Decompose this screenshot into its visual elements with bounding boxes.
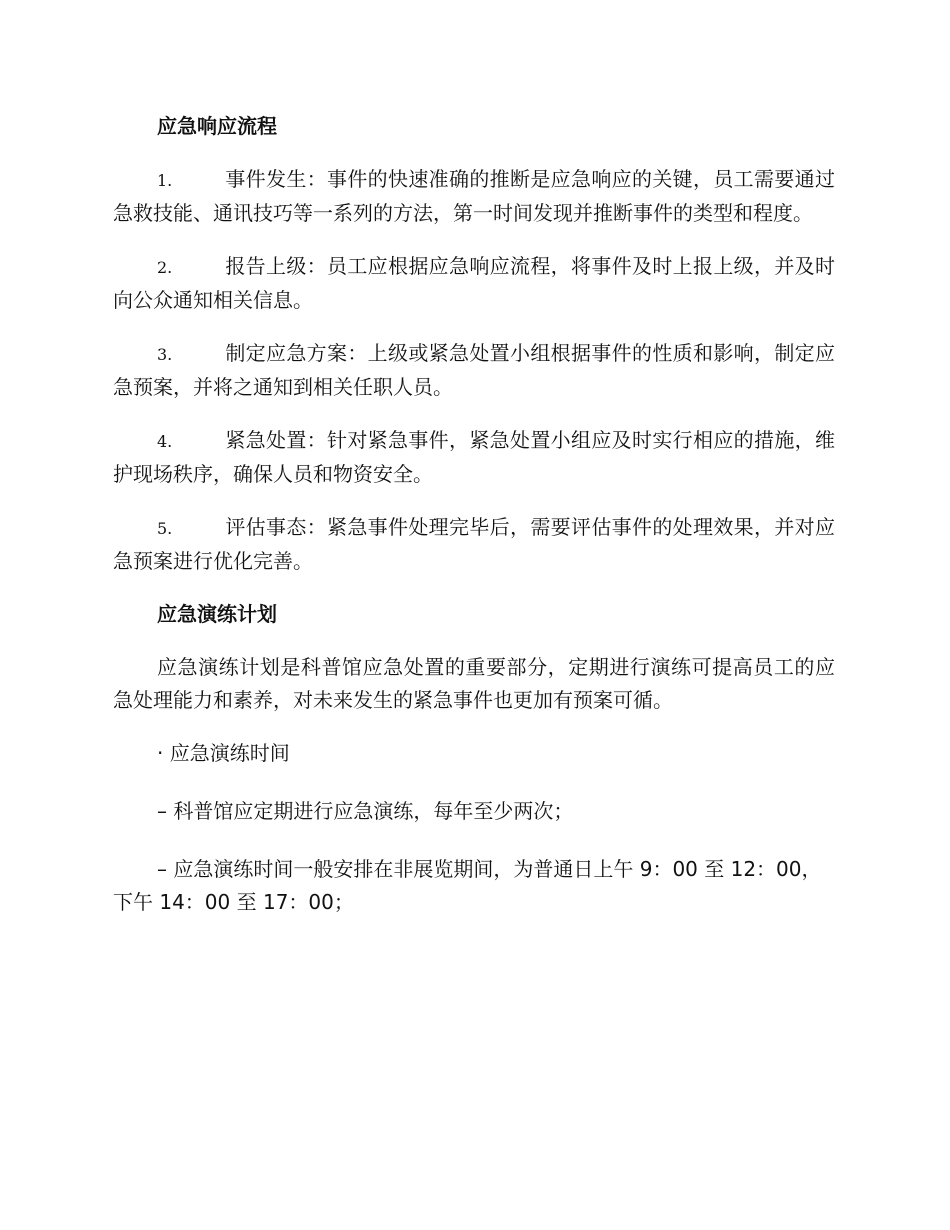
document-body xyxy=(113,110,835,944)
list-item xyxy=(113,424,835,491)
list-text: 制定应急方案：上级或紧急处置小组根据事件的性质和影响，制定应急预案，并将之通知到相关任职人员。 xyxy=(113,341,835,399)
intro-paragraph: 应急演练计划是科普馆应急处置的重要部分，定期进行演练可提高员工的应急处理能力和素养，对未来发生的紧急事件也更加有预案可循。 xyxy=(113,655,835,712)
list-item xyxy=(113,511,835,578)
list-number: 5. xyxy=(157,519,173,538)
dash-item: – 应急演练时间一般安排在非展览期间，为普通日上午 9：00 至 12：00，下午 14：00 至 17：00； xyxy=(113,857,822,914)
list-text: 事件发生：事件的快速准确的推断是应急响应的关键，员工需要通过急救技能、通讯技巧等一系列的方法，第一时间发现并推断事件的类型和程度。 xyxy=(113,167,835,225)
section-heading-drill-plan: 应急演练计划 xyxy=(157,602,277,626)
list-item xyxy=(113,337,835,404)
bullet-item: · 应急演练时间 xyxy=(157,741,290,765)
list-text: 紧急处置：针对紧急事件，紧急处置小组应及时实行相应的措施，维护现场秩序，确保人员和物资安全。 xyxy=(113,428,835,486)
list-item xyxy=(113,250,835,317)
list-text: 报告上级：员工应根据应急响应流程，将事件及时上报上级，并及时向公众通知相关信息。 xyxy=(113,254,835,312)
list-number: 1. xyxy=(157,171,173,190)
list-item xyxy=(113,163,835,230)
dash-item: – 科普馆应定期进行应急演练，每年至少两次； xyxy=(157,799,574,823)
list-number: 3. xyxy=(157,345,173,364)
list-number: 2. xyxy=(157,258,173,277)
section-heading-emergency-response: 应急响应流程 xyxy=(157,114,277,138)
list-number: 4. xyxy=(157,432,173,451)
list-text: 评估事态：紧急事件处理完毕后，需要评估事件的处理效果，并对应急预案进行优化完善。 xyxy=(113,515,835,573)
